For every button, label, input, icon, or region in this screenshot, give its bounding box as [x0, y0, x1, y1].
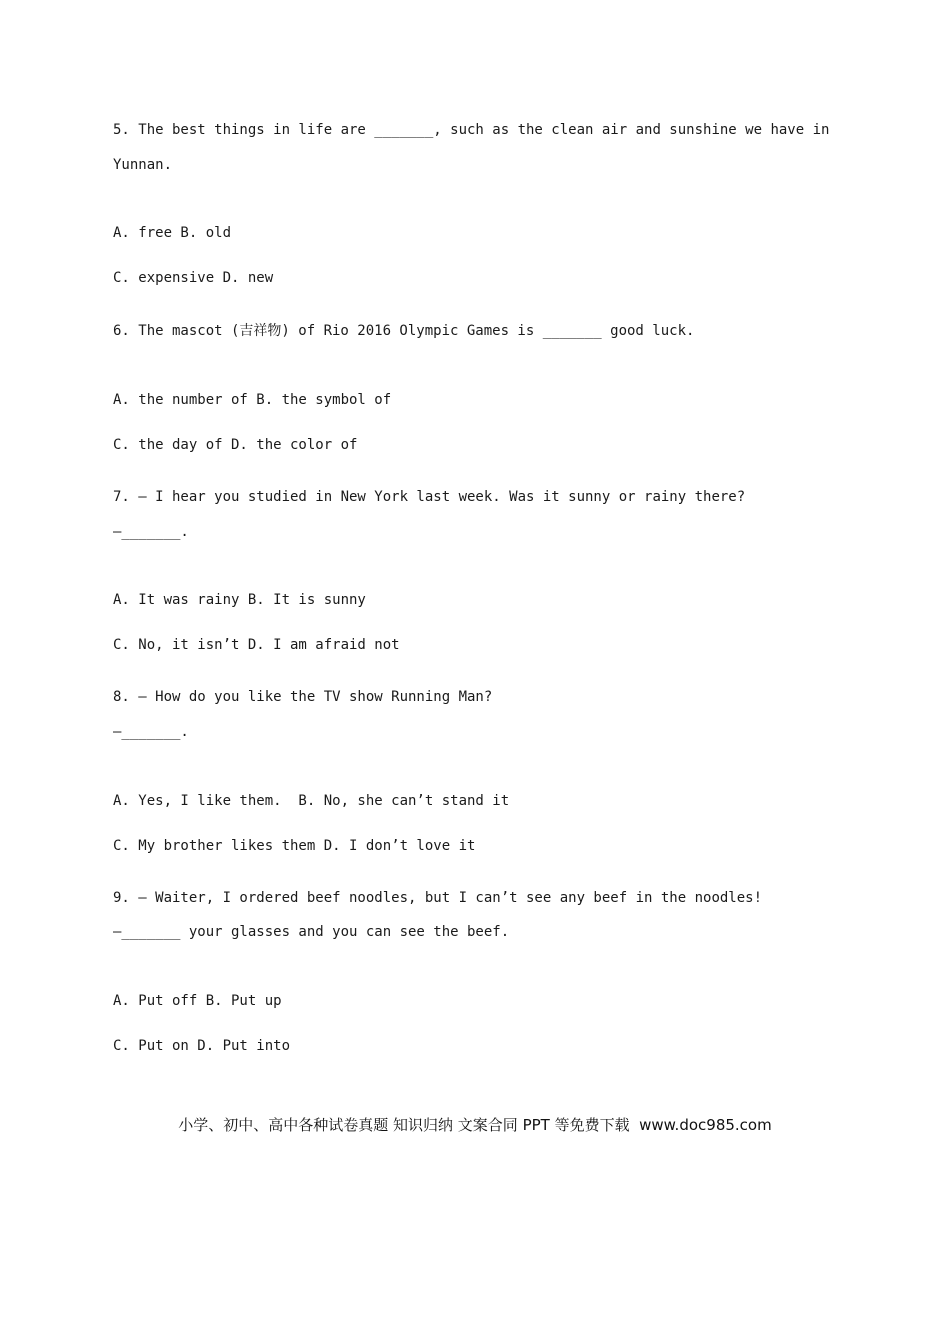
- question-8-stem: 8. — How do you like the TV show Running Man?: [113, 689, 493, 705]
- question-9-options-cd: C. Put on D. Put into: [113, 1038, 291, 1054]
- question-5-options-cd: C. expensive D. new: [113, 270, 274, 286]
- question-6-stem: 6. The mascot (吉祥物) of Rio 2016 Olympic Games is _______ good luck.: [113, 323, 695, 339]
- page-footer: 小学、初中、高中各种试卷真题 知识归纳 文案合同 PPT 等免费下载 www.doc985.com: [178, 1116, 772, 1134]
- question-5-options-ab: A. free B. old: [113, 225, 232, 241]
- question-7-answer-blank: —_______.: [113, 524, 189, 540]
- question-6-options-cd: C. the day of D. the color of: [113, 437, 358, 453]
- question-8-answer-blank: —_______.: [113, 724, 189, 740]
- question-7-stem: 7. — I hear you studied in New York last week. Was it sunny or rainy there?: [113, 489, 746, 505]
- question-5-stem: 5. The best things in life are _______, such as the clean air and sunshine we have in: [113, 122, 830, 138]
- question-9-options-ab: A. Put off B. Put up: [113, 993, 282, 1009]
- question-7-options-cd: C. No, it isn’t D. I am afraid not: [113, 637, 400, 653]
- question-8-options-ab: A. Yes, I like them. B. No, she can’t stand it: [113, 793, 510, 809]
- question-8-options-cd: C. My brother likes them D. I don’t love it: [113, 838, 476, 854]
- question-9-stem: 9. — Waiter, I ordered beef noodles, but I can’t see any beef in the noodles!: [113, 890, 763, 906]
- question-9-answer-blank: —_______ your glasses and you can see the beef.: [113, 924, 510, 940]
- question-7-options-ab: A. It was rainy B. It is sunny: [113, 592, 366, 608]
- question-5-stem-cont: Yunnan.: [113, 157, 173, 173]
- question-6-options-ab: A. the number of B. the symbol of: [113, 392, 392, 408]
